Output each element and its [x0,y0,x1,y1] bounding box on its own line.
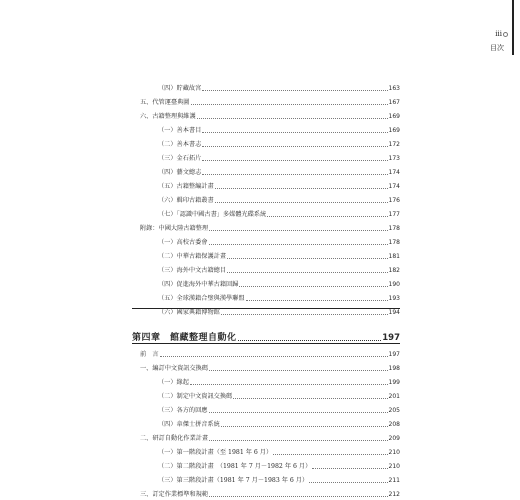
toc-entry-page: 190 [388,281,400,288]
toc-entry [132,122,400,134]
chapter-divider-bottom [132,343,400,344]
toc-entry-label: （三）第三階段計畫（1981 年 7 月－1983 年 6 月） [158,477,309,484]
toc-entry-page: 208 [388,421,400,428]
toc-entry [132,290,400,302]
toc-entry-label: 前 言 [140,351,159,358]
toc-entry-label: （三）金石拓片 [158,155,202,162]
toc-entry [132,262,400,274]
toc-entry [132,430,400,442]
toc-entry-page: 210 [388,449,400,456]
toc-entry-page: 182 [388,267,400,274]
toc-entry-label: （四）貯藏故宮 [158,85,202,92]
toc-entry-page: 193 [388,295,400,302]
toc-entry-label: （二）制定中文資訊交換碼 [158,393,233,400]
toc-entry-page: 174 [388,169,400,176]
toc-entry-page: 167 [388,99,400,106]
toc-entry [132,164,400,176]
toc-entry-label: （二）善本書志 [158,141,202,148]
page-edge-bar [512,0,514,55]
toc-entry-page: 174 [388,183,400,190]
toc-entry-page: 194 [388,309,400,316]
toc-entry [132,178,400,190]
toc-entry [132,444,400,456]
running-header: 目次 [490,44,504,52]
toc-entry-page: 198 [388,365,400,372]
toc-entry [132,94,400,106]
table-of-contents [132,80,400,498]
toc-entry [132,360,400,372]
toc-entry-label: （六）輯印古籍叢書 [158,197,214,204]
toc-entry-page: 201 [388,393,400,400]
toc-entry [132,220,400,232]
toc-entry-page: 211 [388,477,400,484]
toc-entry [132,472,400,484]
toc-entry-label: （一）緣起 [158,379,189,386]
toc-entry-label: （三）各方的回應 [158,407,208,414]
page-number: iii [495,30,502,38]
toc-entry-label: （四）促進海外中華古籍回歸 [158,281,239,288]
chapter-title: 第四章 館藏整理自動化 [132,333,237,343]
toc-entry-label: （一）第一階段計畫（至 1981 年 6 月） [158,449,273,456]
toc-entry-label: 三、訂定作業標準和規範 [140,491,209,498]
toc-entry-label: 二、研訂自動化作業計畫 [140,435,209,442]
toc-entry-page: 212 [388,491,400,498]
toc-entry-page: 169 [388,113,400,120]
circle-icon [503,32,508,37]
toc-entry-page: 199 [388,379,400,386]
toc-entry [132,486,400,498]
toc-entry [132,150,400,162]
toc-entry-label: （三）海外中文古籍總目 [158,267,227,274]
chapter-divider-top [132,308,400,309]
toc-entry-label: 五、代管運臺典圖 [140,99,190,106]
toc-entry [132,80,400,92]
toc-entry-page: 163 [388,85,400,92]
toc-entry-page: 169 [388,127,400,134]
toc-entry-page: 210 [388,463,400,470]
toc-entry [132,192,400,204]
toc-entry [132,304,400,316]
toc-entry [132,136,400,148]
chapter-page: 197 [382,333,400,343]
toc-entry [132,388,400,400]
toc-entry-label: （二）中華古籍保護計畫 [158,253,227,260]
toc-entry [132,276,400,288]
toc-entry-label: 六、古籍整理與維護 [140,113,196,120]
toc-entry-page: 197 [388,351,400,358]
toc-entry [132,248,400,260]
toc-entry [132,346,400,358]
toc-entry [132,458,400,470]
toc-entry [132,416,400,428]
toc-entry-label: （五）古籍整編計畫 [158,183,214,190]
toc-entry-label: 附錄：中國大陸古籍整理 [140,225,209,232]
toc-entry-label: （一）善本書目 [158,127,202,134]
toc-entry-label: （二）第二階段計畫 （1981 年 7 月－1982 年 6 月） [158,463,312,470]
toc-entry-page: 178 [388,239,400,246]
toc-entry [132,108,400,120]
toc-entry-label: （一）高校古委會 [158,239,208,246]
toc-entry-page: 177 [388,211,400,218]
toc-entry-page: 172 [388,141,400,148]
toc-entry [132,206,400,218]
toc-entry [132,402,400,414]
toc-entry-page: 176 [388,197,400,204]
toc-entry-label: （五）全球漢籍合璧與漢學聯盟 [158,295,245,302]
toc-entry-page: 205 [388,407,400,414]
toc-entry-page: 181 [388,253,400,260]
toc-entry-label: （六）國家典籍博物館 [158,309,220,316]
toc-entry-label: （七）「認識中國古書」多媒體光碟系統 [158,211,267,218]
toc-entry [132,374,400,386]
toc-entry-page: 178 [388,225,400,232]
toc-entry-page: 209 [388,435,400,442]
toc-entry-page: 173 [388,155,400,162]
toc-entry-label: （四）韋傑士拼音系統 [158,421,220,428]
toc-entry-label: 一、編訂中文資訊交換碼 [140,365,209,372]
toc-entry [132,234,400,246]
toc-entry-label: （四）藝文總志 [158,169,202,176]
chapter-heading [132,326,400,342]
